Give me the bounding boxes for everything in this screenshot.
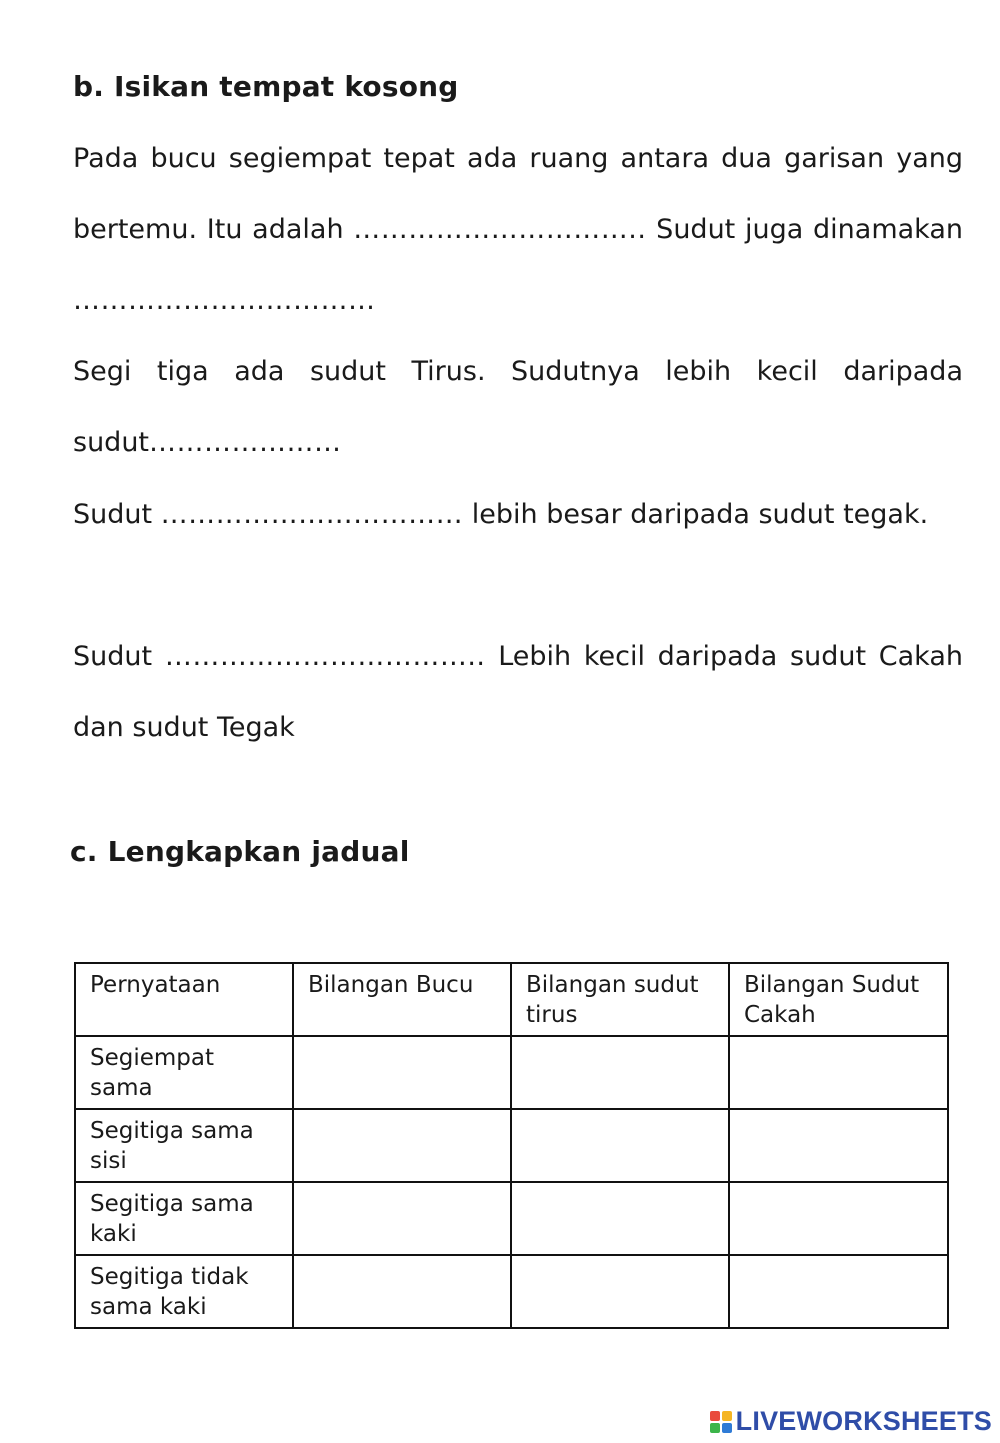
angle-table xyxy=(74,962,949,1329)
blank-1[interactable]: ………………………….. xyxy=(353,214,647,245)
blank-5[interactable]: …………………………….. xyxy=(164,641,486,672)
section-c-heading: c. Lengkapkan jadual xyxy=(70,835,410,868)
answer-cell[interactable] xyxy=(293,1182,511,1255)
answer-cell[interactable] xyxy=(293,1109,511,1182)
p2-text-1: Segi tiga ada sudut Tirus. Sudutnya lebih kecil daripada sudut xyxy=(73,356,963,458)
paragraph-2 xyxy=(73,336,963,478)
answer-cell[interactable] xyxy=(511,1182,729,1255)
answer-cell[interactable] xyxy=(511,1036,729,1109)
answer-cell[interactable] xyxy=(293,1036,511,1109)
section-b-heading: b. Isikan tempat kosong xyxy=(73,70,459,103)
answer-cell[interactable] xyxy=(729,1109,948,1182)
paragraph-4 xyxy=(73,621,963,763)
p1-text-2: Sudut juga dinamakan xyxy=(646,214,963,245)
liveworksheets-logo xyxy=(710,1406,992,1437)
logo-square xyxy=(710,1423,720,1433)
row-label: Segitiga sama kaki xyxy=(75,1182,293,1255)
blank-2[interactable]: …………………………… xyxy=(73,285,376,316)
row-label: Segitiga sama sisi xyxy=(75,1109,293,1182)
answer-cell[interactable] xyxy=(293,1255,511,1328)
logo-mark-icon xyxy=(710,1411,732,1433)
table-row xyxy=(75,1255,948,1328)
p4-text-1: Sudut xyxy=(73,641,165,672)
answer-cell[interactable] xyxy=(729,1255,948,1328)
p3-text-2: lebih besar daripada sudut tegak. xyxy=(463,499,929,530)
row-label: Segiempat sama xyxy=(75,1036,293,1109)
p3-text-1: Sudut xyxy=(73,499,161,530)
p4-text-2: Lebih kecil daripada sudut Cakah dan sudut Tegak xyxy=(73,641,963,743)
paragraph-3 xyxy=(73,479,963,550)
table-row xyxy=(75,1182,948,1255)
logo-text: LIVEWORKSHEETS xyxy=(735,1406,992,1436)
table-row xyxy=(75,1036,948,1109)
header-bilangan-sudut-cakah: Bilangan Sudut Cakah xyxy=(729,963,948,1036)
header-pernyataan: Pernyataan xyxy=(75,963,293,1036)
logo-square xyxy=(710,1411,720,1421)
p1-text-1: Pada bucu segiempat tepat ada ruang antara dua garisan yang bertemu. Itu adalah xyxy=(73,143,963,245)
paragraph-1 xyxy=(73,123,963,336)
row-label: Segitiga tidak sama kaki xyxy=(75,1255,293,1328)
blank-4[interactable]: …………………………… xyxy=(160,499,464,530)
answer-cell[interactable] xyxy=(729,1036,948,1109)
blank-3[interactable]: ………………… xyxy=(149,427,342,458)
header-bilangan-bucu: Bilangan Bucu xyxy=(293,963,511,1036)
table-header-row xyxy=(75,963,948,1036)
table-row xyxy=(75,1109,948,1182)
answer-cell[interactable] xyxy=(729,1182,948,1255)
logo-square xyxy=(722,1411,732,1421)
header-bilangan-sudut-tirus: Bilangan sudut tirus xyxy=(511,963,729,1036)
logo-square xyxy=(722,1423,732,1433)
answer-cell[interactable] xyxy=(511,1255,729,1328)
answer-cell[interactable] xyxy=(511,1109,729,1182)
